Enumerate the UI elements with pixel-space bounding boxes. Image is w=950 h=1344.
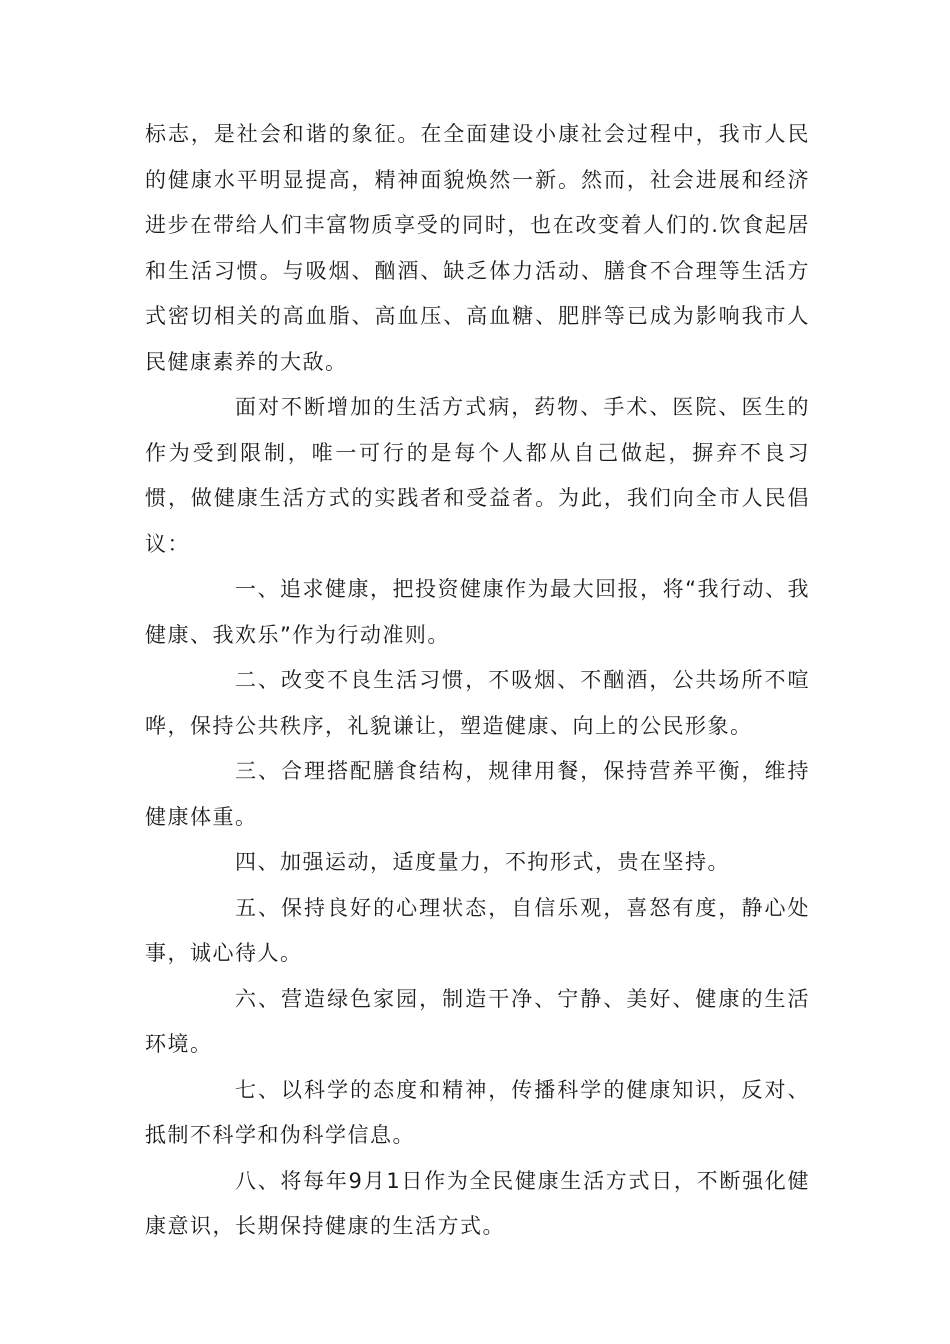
paragraph-item-5: 五、保持良好的心理状态，自信乐观，喜怒有度，静心处事，诚心待人。 [145, 895, 810, 965]
paragraph-item-8: 八、将每年9月1日作为全民健康生活方式日，不断强化健康意识，长期保持健康的生活方式。 [145, 1168, 810, 1238]
paragraph-item-3: 三、合理搭配膳食结构，规律用餐，保持营养平衡，维持健康体重。 [145, 759, 810, 829]
paragraph-item-4: 四、加强运动，适度量力，不拘形式，贵在坚持。 [235, 850, 730, 874]
paragraph-item-2: 二、改变不良生活习惯，不吸烟、不酗酒，公共场所不喧哗，保持公共秩序，礼貌谦让，塑造健康、向上的公民形象。 [145, 668, 810, 738]
paragraph-intro: 标志，是社会和谐的象征。在全面建设小康社会过程中，我市人民的健康水平明显提高，精神面貌焕然一新。然而，社会进展和经济进步在带给人们丰富物质享受的同时，也在改变着人们的.饮食起居和生活习惯。与吸烟、酗酒、缺乏体力活动、膳食不合理等生活方式密切相关的高血脂、高血压、高血糖、肥胖等已成为影响我市人民健康素养的大敌。 [145, 122, 810, 374]
paragraph-call: 面对不断增加的生活方式病，药物、手术、医院、医生的作为受到限制，唯一可行的是每个人都从自己做起，摒弃不良习惯，做健康生活方式的实践者和受益者。为此，我们向全市人民倡议： [145, 395, 810, 556]
paragraph-item-6: 六、营造绿色家园，制造干净、宁静、美好、健康的生活环境。 [145, 986, 810, 1056]
paragraph-item-7: 七、以科学的态度和精神，传播科学的健康知识，反对、抵制不科学和伪科学信息。 [145, 1077, 810, 1147]
paragraph-item-1: 一、追求健康，把投资健康作为最大回报，将“我行动、我健康、我欢乐”作为行动准则。 [145, 577, 810, 647]
document-body [145, 112, 810, 1250]
